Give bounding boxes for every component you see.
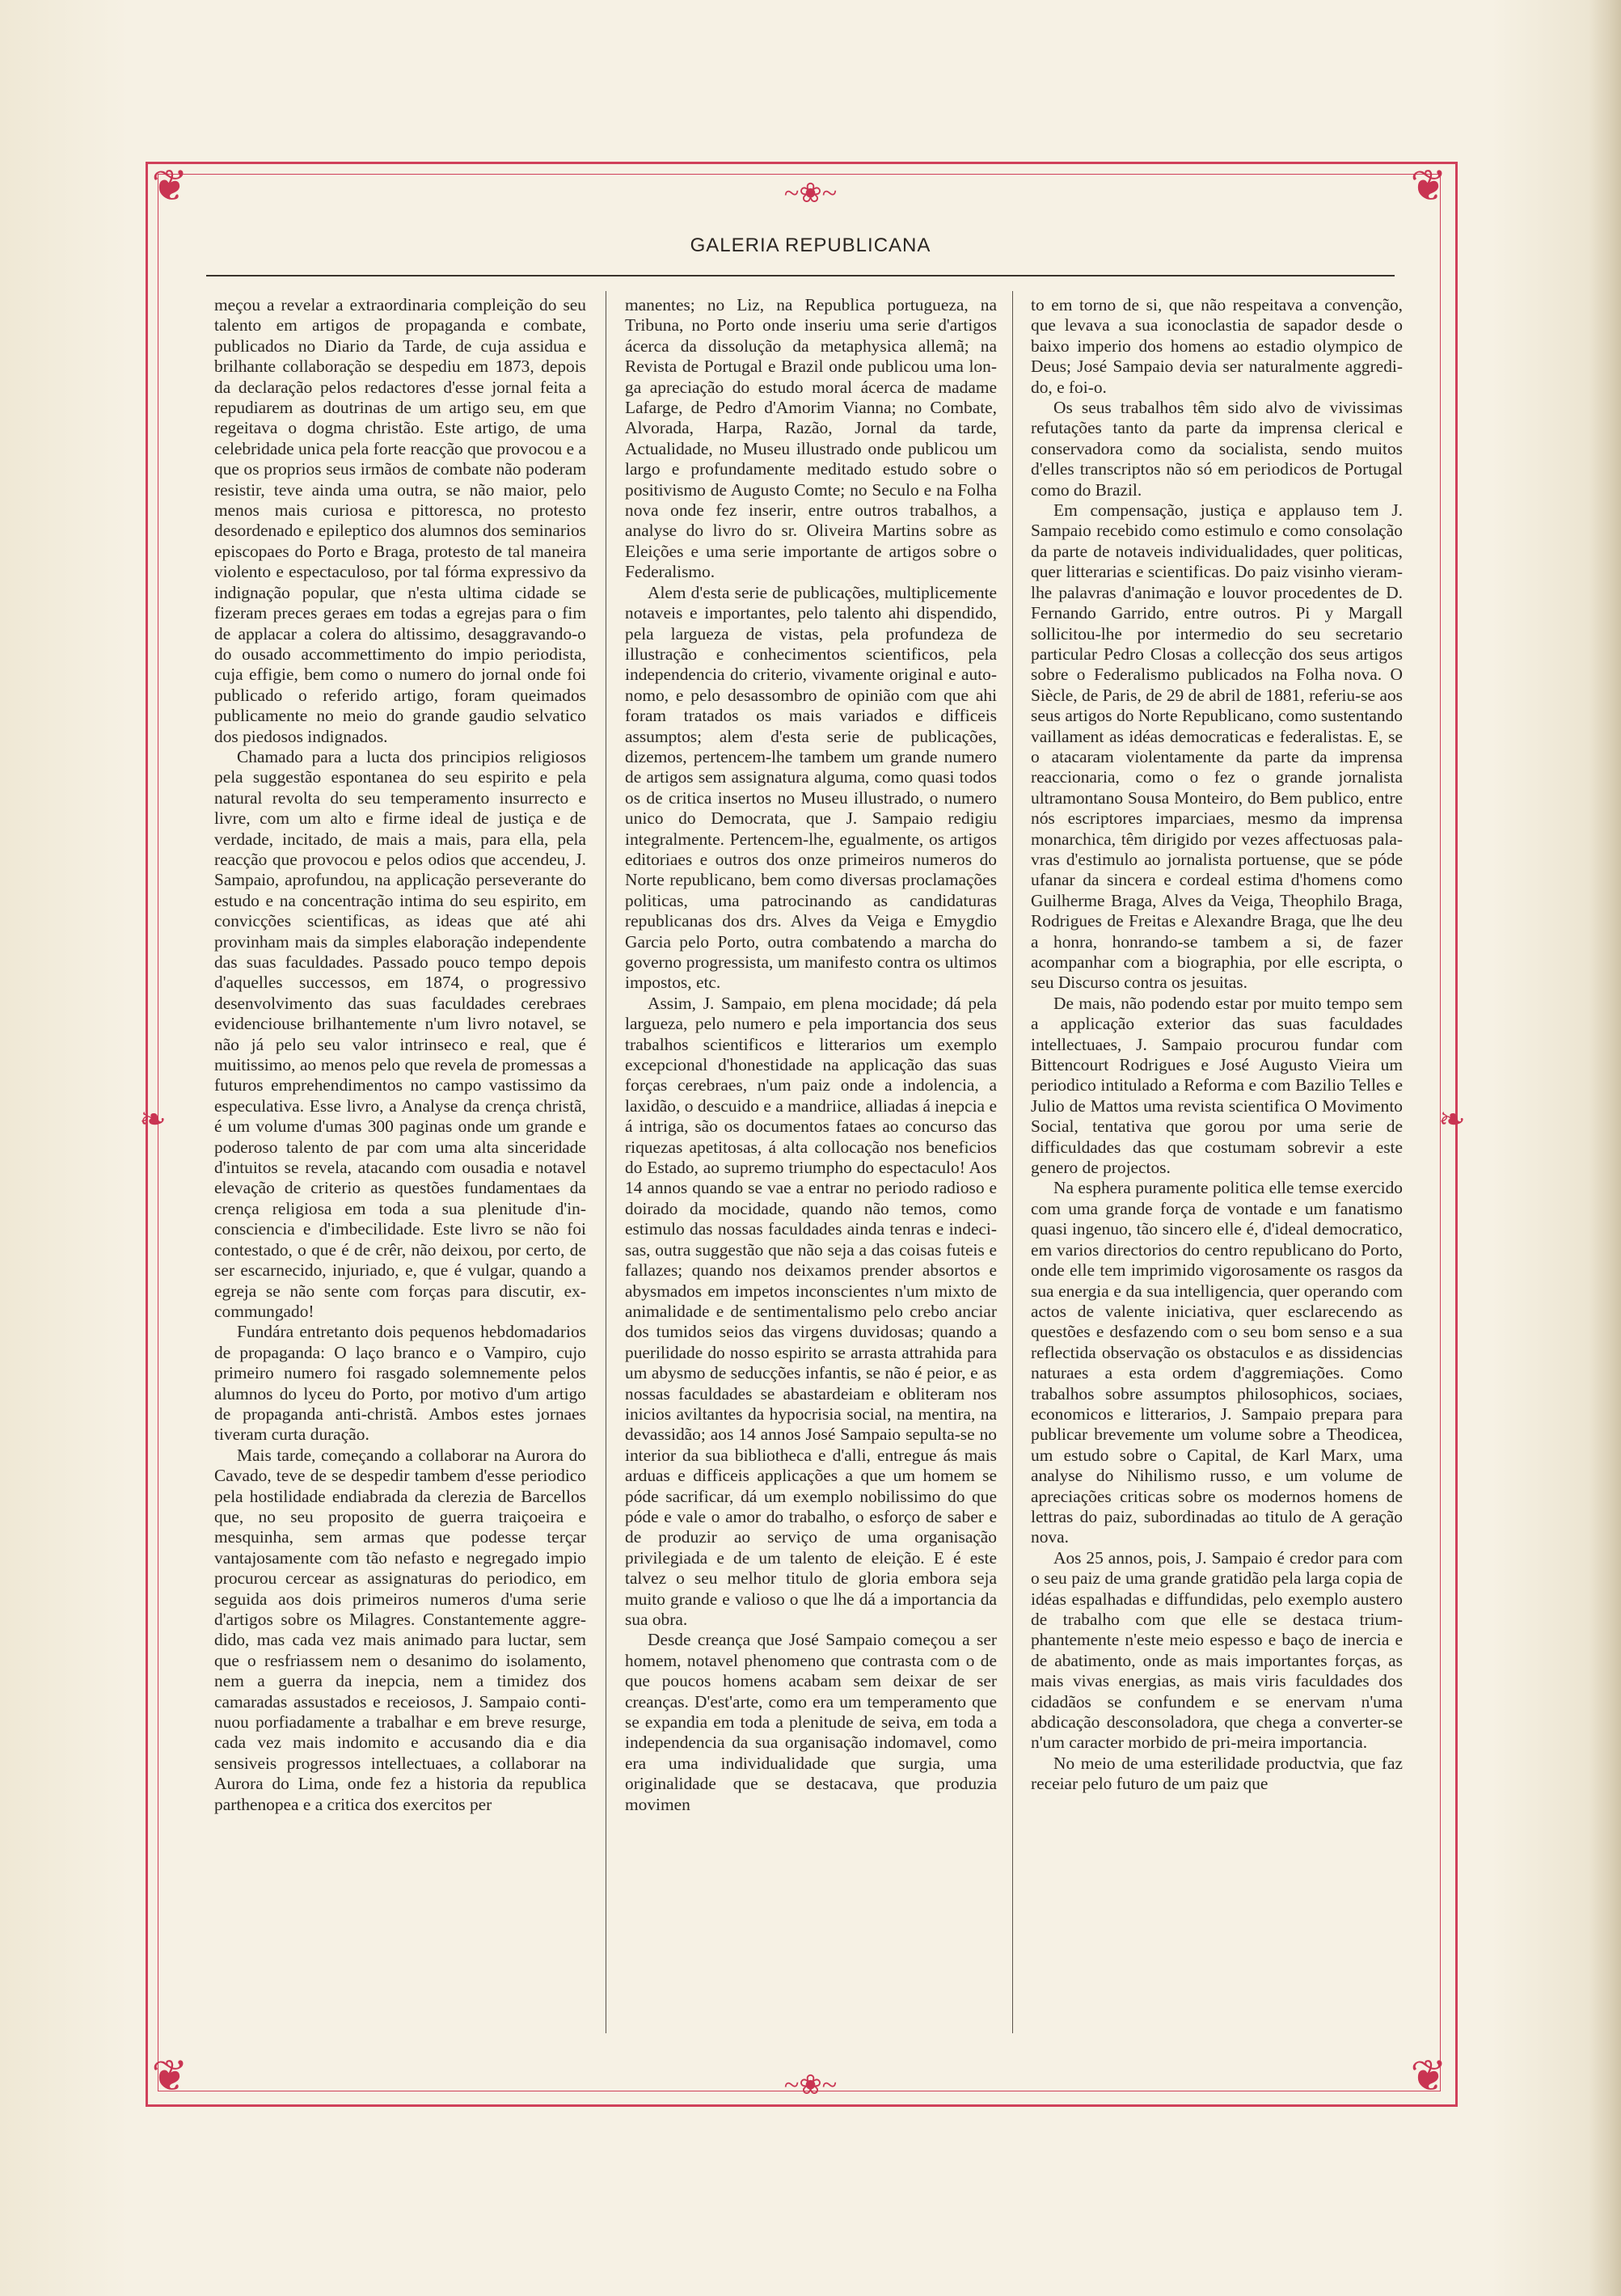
paragraph: Fundára entretanto dois pequenos hebdomadarios de propaganda: O laço branco e o Vampiro, cujo primeiro numero foi rasgado solemnemente pelos alumnos do lyceu do Porto, por motivo d'um artigo de propaganda anti-christã. Ambos estes jornaes tiveram curta duração. bbox=[214, 1322, 586, 1445]
paragraph: Desde creança que José Sampaio começou a ser homem, notavel phenomeno que contrasta com o de que poucos homens acabam sem deixar de ser creanças. D'est'arte, como era um temperamento que se expandia em toda a plenitude de seiva, em toda a independencia da sua organisação indomavel, como era uma individualidade que surgia, uma originalidade que se destacava, que produzia movimen bbox=[625, 1630, 997, 1814]
paragraph: Em compensação, justiça e applauso tem J. Sampaio recebido como estimulo e como consolação da parte de notaveis individualidades, quer politicas, quer litterarias e scientificas. Do paiz visinho vieramlhe palavras d'animação e louvor procedentes de D. Fernando Garrido, entre outros. Pi y Margall sollicitou-lhe por intermedio do seu secretario particular Pedro Closas a collecção dos seus artigos sobre o Federalismo publicados na Folha nova. O Siècle, de Paris, de 29 de abril de 1881, referiu-se aos seus artigos do Norte Republicano, como sustentando vaillament as idéas democraticas e federalistas. E, se o atacaram violentamente da parte da imprensa reaccionaria, como o fez o grande jornalista ultramontano Sousa Monteiro, do Bem publico, entre nós escriptores imparciaes, mesmo da imprensa monarchica, têm dirigido por vezes affectuosas palavras d'estimulo ao jornalista portuense, que se póde ufanar da sincera e cordeal estima d'homens como Guilherme Braga, Alves da Veiga, Theophilo Braga, Rodrigues de Freitas e Alexandre Braga, que lhe deu a honra, honrando-se tambem a si, de fazer acompanhar com a biographia, por elle escripta, o seu Discurso contra os jesuitas. bbox=[1031, 500, 1403, 993]
corner-ornament-icon: ❦ bbox=[151, 162, 188, 210]
paragraph: to em torno de si, que não respeitava a convenção, que levava a sua iconoclastia de sapador desde o baixo imperio dos homens ao estadio olympico de Deus; José Sampaio devia ser naturalmente aggredido, e foi-o. bbox=[1031, 295, 1403, 397]
paragraph: No meio de uma esterilidade productvia, que faz receiar pelo futuro de um paiz que bbox=[1031, 1753, 1403, 1794]
side-ornament-icon: ❧ bbox=[1438, 1101, 1466, 1137]
paragraph: Mais tarde, começando a collaborar na Aurora do Cavado, teve de se despedir tambem d'esse periodico pela hostilidade endiabrada da clerezia de Barcellos que, no seu proposito de guerra traiçoeira e mesquinha, sem armas que podesse terçar vantajosamente com tão nefasto e negregado impio procurou cercear as assignaturas do periodico, em seguida aos dois primeiros numeros d'uma serie d'artigos sobre os Milagres. Constantemente aggredido, mas cada vez mais animado para luctar, sem que o resfriassem nem o desanimo do isolamento, nem a guerra da inepcia, nem a timidez dos camaradas assustados e receiosos, J. Sampaio continuou porfiadamente a trabalhar e em breve resurge, cada vez mais indomito e accusando dia e dia sensiveis progressos intellectuaes, a collaborar na Aurora do Lima, onde fez a historia da republica parthenopea e a critica dos exercitos per bbox=[214, 1445, 586, 1814]
text-column-1 bbox=[214, 295, 586, 2033]
paragraph: Alem d'esta serie de publicações, multiplicemente notaveis e importantes, pelo talento ahi dispendido, pela largueza de vistas, pela profundeza de illustração e conhecimentos scientificos, pela independencia do criterio, vivamente original e autonomo, e pelo desassombro de opinião com que ahi foram tratados os mais variados e difficeis assumptos; alem d'esta serie de publicações, dizemos, pertencem-lhe tambem um grande numero de artigos sem assignatura alguma, como quasi todos os de critica insertos no Museu illustrado, o numero unico do Democrata, que J. Sampaio redigiu integralmente. Pertencem-lhe, egualmente, os artigos editoriaes e outros dos onze primeiros numeros do Norte republicano, bem como diversas proclamações politicas, uma patrocinando as candidaturas republicanas dos drs. Alves da Veiga e Emygdio Garcia pelo Porto, outra combatendo a marcha do governo progressista, um manifesto contra os ultimos impostos, etc. bbox=[625, 582, 997, 993]
paragraph: manentes; no Liz, na Republica portugueza, na Tribuna, no Porto onde inseriu uma serie d'artigos ácerca da dissolução da metaphysica allemã; na Revista de Portugal e Brazil onde publicou uma longa apreciação do estudo moral ácerca de madame Lafarge, de Pedro d'Amorim Vianna; no Combate, Alvorada, Harpa, Razão, Jornal da tarde, Actualidade, no Museu illustrado onde publicou um largo e profundamente meditado estudo sobre o positivismo de Augusto Comte; no Seculo e na Folha nova onde fez inserir, entre outros trabalhos, a analyse do livro do sr. Oliveira Martins sobre as Eleições e uma serie importante de artigos sobre o Federalismo. bbox=[625, 295, 997, 582]
bottom-ornament-icon: ~❀~ bbox=[783, 2070, 838, 2100]
header-rule bbox=[206, 275, 1395, 276]
paragraph: Assim, J. Sampaio, em plena mocidade; dá pela largueza, pelo numero e pela importancia dos seus trabalhos scientificos e litterarios um exemplo excepcional d'honestidade na applicação das suas forças cerebraes, n'um paiz onde a indolencia, a laxidão, o descuido e a mandriice, alliadas á inepcia e á intriga, são os documentos fataes ao concurso das riquezas apetitosas, á alta collocação nos beneficios do Estado, ao supremo triumpho do espectaculo! Aos 14 annos quando se vae a entrar no periodo radioso e doirado da mocidade, quando não temos, como estimulo das nossas faculdades ainda tenras e indecisas, outra suggestão que não seja a das coisas futeis e fallazes; quando nos deixamos prender absortos e abysmados em impetos inconscientes n'um mixto de animalidade e de sentimentalismo pelo crebo anciar dos tumidos seios das virgens duvidosas; quando a puerilidade do nosso espirito se arrasta attrahida para um abysmo de seducções infantis, se não é peior, e as nossas faculdades se abastardeiam e obliteram nos inicios aviltantes da hypocrisia social, na mentira, na devassidão; aos 14 annos José Sampaio sepulta-se no interior da sua bibliotheca e d'alli, entregue ás mais arduas e difficeis applicações a que um homem se póde sacrificar, dá um exemplo nobilissimo do que póde e vale o amor do trabalho, o esforço de saber e de produzir ao serviço de uma organisação privilegiada e de um talento de eleição. E é este talvez o seu melhor titulo de gloria embora seja muito grande e valioso o que lhe dá a importancia da sua obra. bbox=[625, 993, 997, 1629]
paragraph: De mais, não podendo estar por muito tempo sem a applicação exterior das suas faculdades intellectuaes, J. Sampaio procurou fundar com Bittencourt Rodrigues e José Augusto Vieira um periodico intitulado a Reforma e com Bazilio Telles e Julio de Mattos uma revista scientifica O Movimento Social, tentativa que gorou por uma serie de difficuldades das que costumam sobrevir a este genero de projectos. bbox=[1031, 993, 1403, 1178]
paragraph: meçou a revelar a extraordinaria compleição do seu talento em artigos de propaganda e combate, publicados no Diario da Tarde, de cuja assidua e brilhante collaboração se despediu em 1873, depois da declaração pelos redactores d'esse jornal feita a repudiarem as doutrinas de um artigo seu, em que regeitava o dogma christão. Este artigo, de uma celebridade unica pela forte reacção que provocou e a que os proprios seus irmãos de combate não poderam resistir, teve ainda uma outra, se não maior, pelo menos mais curiosa e pittoresca, no protesto desordenado e epileptico dos alumnos dos seminarios episcopaes do Porto e Braga, protesto de tal maneira violento e espectaculoso, por tal fórma expressivo da indignação popular, que n'esta ultima cidade se fizeram preces geraes em todas a egrejas para o fim de applacar a colera do altissimo, desaggravando-o do ousado accommettimento do impio periodista, cuja effigie, bem como o numero do jornal onde foi publicado o referido artigo, foram queimados publicamente no meio do grande gaudio selvatico dos piedosos indignados. bbox=[214, 295, 586, 746]
corner-ornament-icon: ❦ bbox=[1410, 2052, 1447, 2100]
paragraph: Aos 25 annos, pois, J. Sampaio é credor para com o seu paiz de uma grande gratidão pela larga copia de idéas espalhadas e diffundidas, pelo exemplo austero de trabalho com que elle se destaca triumphantemente n'este meio espesso e baço de inercia e de abatimento, onde as mais importantes forças, as mais vivas energias, as mais viris faculdades dos cidadãos se confundem e se enervam n'uma abdicação desconsoladora, que chega a converter-se n'um caracter morbido de pri-meira importancia. bbox=[1031, 1547, 1403, 1753]
column-divider bbox=[1012, 291, 1013, 2033]
page-header-title: GALERIA REPUBLICANA bbox=[690, 234, 931, 256]
text-column-3 bbox=[1031, 295, 1403, 2033]
torn-page-edge bbox=[1589, 0, 1621, 2296]
paragraph: Os seus trabalhos têm sido alvo de vivissimas refutações tanto da parte da imprensa clerical e conservadora como da socialista, sendo muitos d'elles transcriptos não só em periodicos de Portugal como do Brazil. bbox=[1031, 398, 1403, 500]
text-column-2 bbox=[625, 295, 997, 2033]
top-ornament-icon: ~❀~ bbox=[783, 179, 838, 209]
corner-ornament-icon: ❦ bbox=[1410, 162, 1447, 210]
paragraph: Na esphera puramente politica elle temse exercido com uma grande força de vontade e um fanatismo quasi ingenuo, tão sincero elle é, d'ideal democratico, em varios directorios do centro republicano do Porto, onde elle tem imprimido vigorosamente os rasgos da sua energia e da sua intelligencia, quer operando com actos de valente iniciativa, quer esclarecendo as questões e desfazendo com o seu bom senso e a sua reflectida observação os obstaculos e as dissidencias naturaes a esta ordem d'aggremiações. Como trabalhos sobre assumptos philosophicos, sociaes, economicos e litterarios, J. Sampaio prepara para publicar brevemente um volume sobre a Theodicea, um estudo sobre o Capital, de Karl Marx, uma analyse do Nihilismo russo, e um volume de apreciações criticas sobre os modernos homens de lettras do paiz, subordinadas ao titulo de A geração nova. bbox=[1031, 1178, 1403, 1547]
corner-ornament-icon: ❦ bbox=[151, 2052, 188, 2100]
side-ornament-icon: ❧ bbox=[139, 1101, 167, 1137]
paragraph: Chamado para a lucta dos principios religiosos pela suggestão espontanea do seu espirito e pela natural revolta do seu temperamento insurrecto e livre, com um alto e firme ideal de justiça e de verdade, incitado, de mais a mais, para ella, pela reacção que provocou e pelos odios que accendeu, J. Sampaio, aprofundou, na applicação perseverante do estudo e na concentração intima do seu espirito, em convicções scientificas, as ideas que até ahi provinham mais da simples elaboração independente das suas faculdades. Passado pouco tempo depois d'aquelles successos, em 1874, o progressivo desenvolvimento das suas faculdades cerebraes evidenciouse brilhantemente n'um livro notavel, se não já pelo seu valor intrinseco e real, que é muitissimo, ao menos pelo que revela de promessas a futuros emprehendimentos no campo vastissimo da especulativa. Esse livro, a Analyse da crença christã, é um volume d'umas 300 paginas onde um grande e poderoso talento de par com uma alta sinceridade d'intuitos se revela, atacando com ousadia e notavel elevação de criterio as questões fundamentaes da crença religiosa em toda a sua plenitude d'inconsciencia e d'imbecilidade. Este livro se não foi contestado, o que é de crêr, não deixou, por certo, de ser escarnecido, injuriado, e, que é vulgar, quando a egreja se não sente com forças para discutir, excommungado! bbox=[214, 746, 586, 1321]
